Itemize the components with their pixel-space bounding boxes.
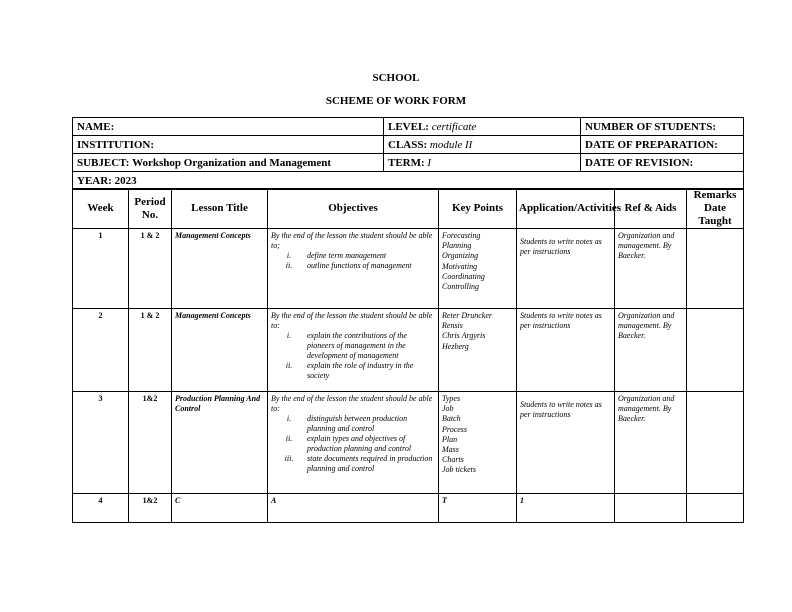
key-point: Forecasting — [442, 231, 481, 240]
objectives-intro: By the end of the lesson the student should be able to: — [271, 394, 433, 413]
application-cell: Students to write notes as per instructions — [517, 392, 615, 494]
week-cell: 1 — [73, 229, 129, 309]
key-point: Chris Argyris — [442, 331, 486, 341]
class-cell — [384, 136, 581, 154]
term-cell — [384, 154, 581, 172]
key-point: Job — [442, 404, 454, 414]
ref-aids-cell: Organization and management. By Baecker. — [615, 392, 687, 494]
objectives-list — [271, 331, 435, 381]
level-label: LEVEL: — [388, 120, 429, 133]
list-item — [271, 251, 435, 261]
students-cell — [581, 118, 744, 136]
period-cell: 1&2 — [129, 392, 172, 494]
objectives-list — [271, 251, 435, 271]
objectives-intro: By the end of the lesson the student should be able to: — [271, 311, 433, 330]
form-title: SCHEME OF WORK FORM — [325, 95, 467, 107]
list-item — [271, 454, 435, 474]
key-points-cell — [439, 229, 517, 309]
key-points-cell — [439, 309, 517, 392]
list-item — [271, 261, 435, 271]
item-text: distinguish between production planning and control — [307, 414, 408, 433]
period-cell: 1&2 — [129, 494, 172, 523]
ref-aids-cell — [615, 494, 687, 523]
col-application: Application/Activities — [517, 189, 615, 229]
prep-cell — [581, 136, 744, 154]
key-point: Job tickets — [442, 465, 476, 475]
class-label: CLASS: — [388, 138, 428, 151]
lesson-title-cell: Management Concepts — [172, 309, 268, 392]
year-cell — [73, 172, 744, 190]
application-cell: Students to write notes as per instructions — [517, 229, 615, 309]
item-text: explain types and objectives of production planning and control — [307, 434, 412, 453]
item-text: explain the contributions of the pioneers of management in the development of management — [307, 331, 407, 360]
key-point: Coordinating — [442, 271, 485, 281]
col-period: Period No. — [129, 189, 172, 229]
key-point: Controlling — [442, 282, 480, 292]
school-heading: SCHOOL — [372, 72, 420, 84]
key-point: Charts — [442, 455, 464, 465]
revision-cell — [581, 154, 744, 172]
subject-label: SUBJECT: — [77, 156, 130, 169]
term-label: TERM: — [388, 156, 425, 169]
objectives-intro: By the end of the lesson the student should be able to; — [271, 231, 433, 250]
students-label: NUMBER OF STUDENTS: — [585, 120, 716, 133]
lesson-title-cell: Production Planning And Control — [172, 392, 268, 494]
level-value: certificate — [431, 120, 477, 133]
key-point: Motivating — [442, 261, 478, 271]
key-point: Types — [442, 394, 461, 403]
remarks-cell — [687, 392, 744, 494]
application-cell: Students to write notes as per instructions — [517, 309, 615, 392]
item-text: define term management — [307, 251, 387, 260]
ref-aids-cell: Organization and management. By Baecker. — [615, 309, 687, 392]
item-number: ii. — [285, 261, 293, 270]
info-table — [72, 117, 744, 190]
item-number: i. — [286, 331, 292, 340]
list-item — [271, 361, 435, 381]
objectives-list — [271, 414, 435, 474]
subject-cell — [73, 154, 384, 172]
column-headers — [73, 189, 744, 229]
key-points-cell: T — [439, 494, 517, 523]
list-item — [271, 434, 435, 454]
year-label: YEAR: — [77, 174, 112, 187]
list-item — [271, 414, 435, 434]
institution-cell — [73, 136, 384, 154]
lesson-title-cell: Management Concepts — [172, 229, 268, 309]
item-text: state documents required in production planning and control — [307, 454, 433, 473]
class-value: module II — [429, 138, 473, 151]
key-point: Organizing — [442, 251, 479, 261]
key-point: Hezberg — [442, 341, 469, 351]
application-cell: 1 — [517, 494, 615, 523]
col-objectives: Objectives — [268, 189, 439, 229]
item-number: ii. — [285, 434, 293, 443]
ref-aids-cell: Organization and management. By Baecker. — [615, 229, 687, 309]
key-points-cell — [439, 392, 517, 494]
col-lesson-title: Lesson Title — [172, 189, 268, 229]
key-point: Planning — [442, 241, 472, 251]
objectives-cell: A — [268, 494, 439, 523]
key-point: Plan — [442, 434, 458, 444]
key-point: Batch — [442, 414, 461, 424]
remarks-cell — [687, 309, 744, 392]
scheme-table — [72, 188, 744, 523]
item-text: outline functions of management — [307, 261, 412, 270]
list-item — [271, 331, 435, 361]
item-number: i. — [286, 414, 292, 423]
week-cell: 2 — [73, 309, 129, 392]
key-point: Mass — [442, 445, 459, 455]
week-cell: 4 — [73, 494, 129, 523]
table-row — [73, 392, 744, 494]
name-label: NAME: — [77, 120, 115, 133]
lesson-title-cell: C — [172, 494, 268, 523]
year-value: 2023 — [114, 174, 137, 187]
key-point: Rensis — [442, 321, 463, 331]
objectives-cell — [268, 392, 439, 494]
level-cell — [384, 118, 581, 136]
key-point: Process — [442, 424, 468, 434]
item-number: ii. — [285, 361, 293, 370]
period-cell: 1 & 2 — [129, 309, 172, 392]
table-row — [73, 494, 744, 523]
objectives-cell — [268, 309, 439, 392]
col-week: Week — [73, 189, 129, 229]
item-text: explain the role of industry in the society — [307, 361, 414, 380]
table-row — [73, 229, 744, 309]
revision-label: DATE OF REVISION: — [585, 156, 694, 169]
table-row — [73, 309, 744, 392]
term-value: I — [427, 156, 432, 169]
item-number: iii. — [284, 454, 294, 463]
remarks-cell — [687, 229, 744, 309]
week-cell: 3 — [73, 392, 129, 494]
remarks-cell — [687, 494, 744, 523]
objectives-cell — [268, 229, 439, 309]
institution-label: INSTITUTION: — [77, 138, 155, 151]
subject-value: Workshop Organization and Management — [132, 156, 332, 169]
prep-label: DATE OF PREPARATION: — [585, 138, 718, 151]
col-remarks: Remarks Date Taught — [687, 189, 744, 229]
period-cell: 1 & 2 — [129, 229, 172, 309]
name-cell — [73, 118, 384, 136]
col-ref-aids: Ref & Aids — [615, 189, 687, 229]
key-point: Reter Druncker — [442, 311, 492, 320]
col-key-points: Key Points — [439, 189, 517, 229]
item-number: i. — [286, 251, 292, 260]
